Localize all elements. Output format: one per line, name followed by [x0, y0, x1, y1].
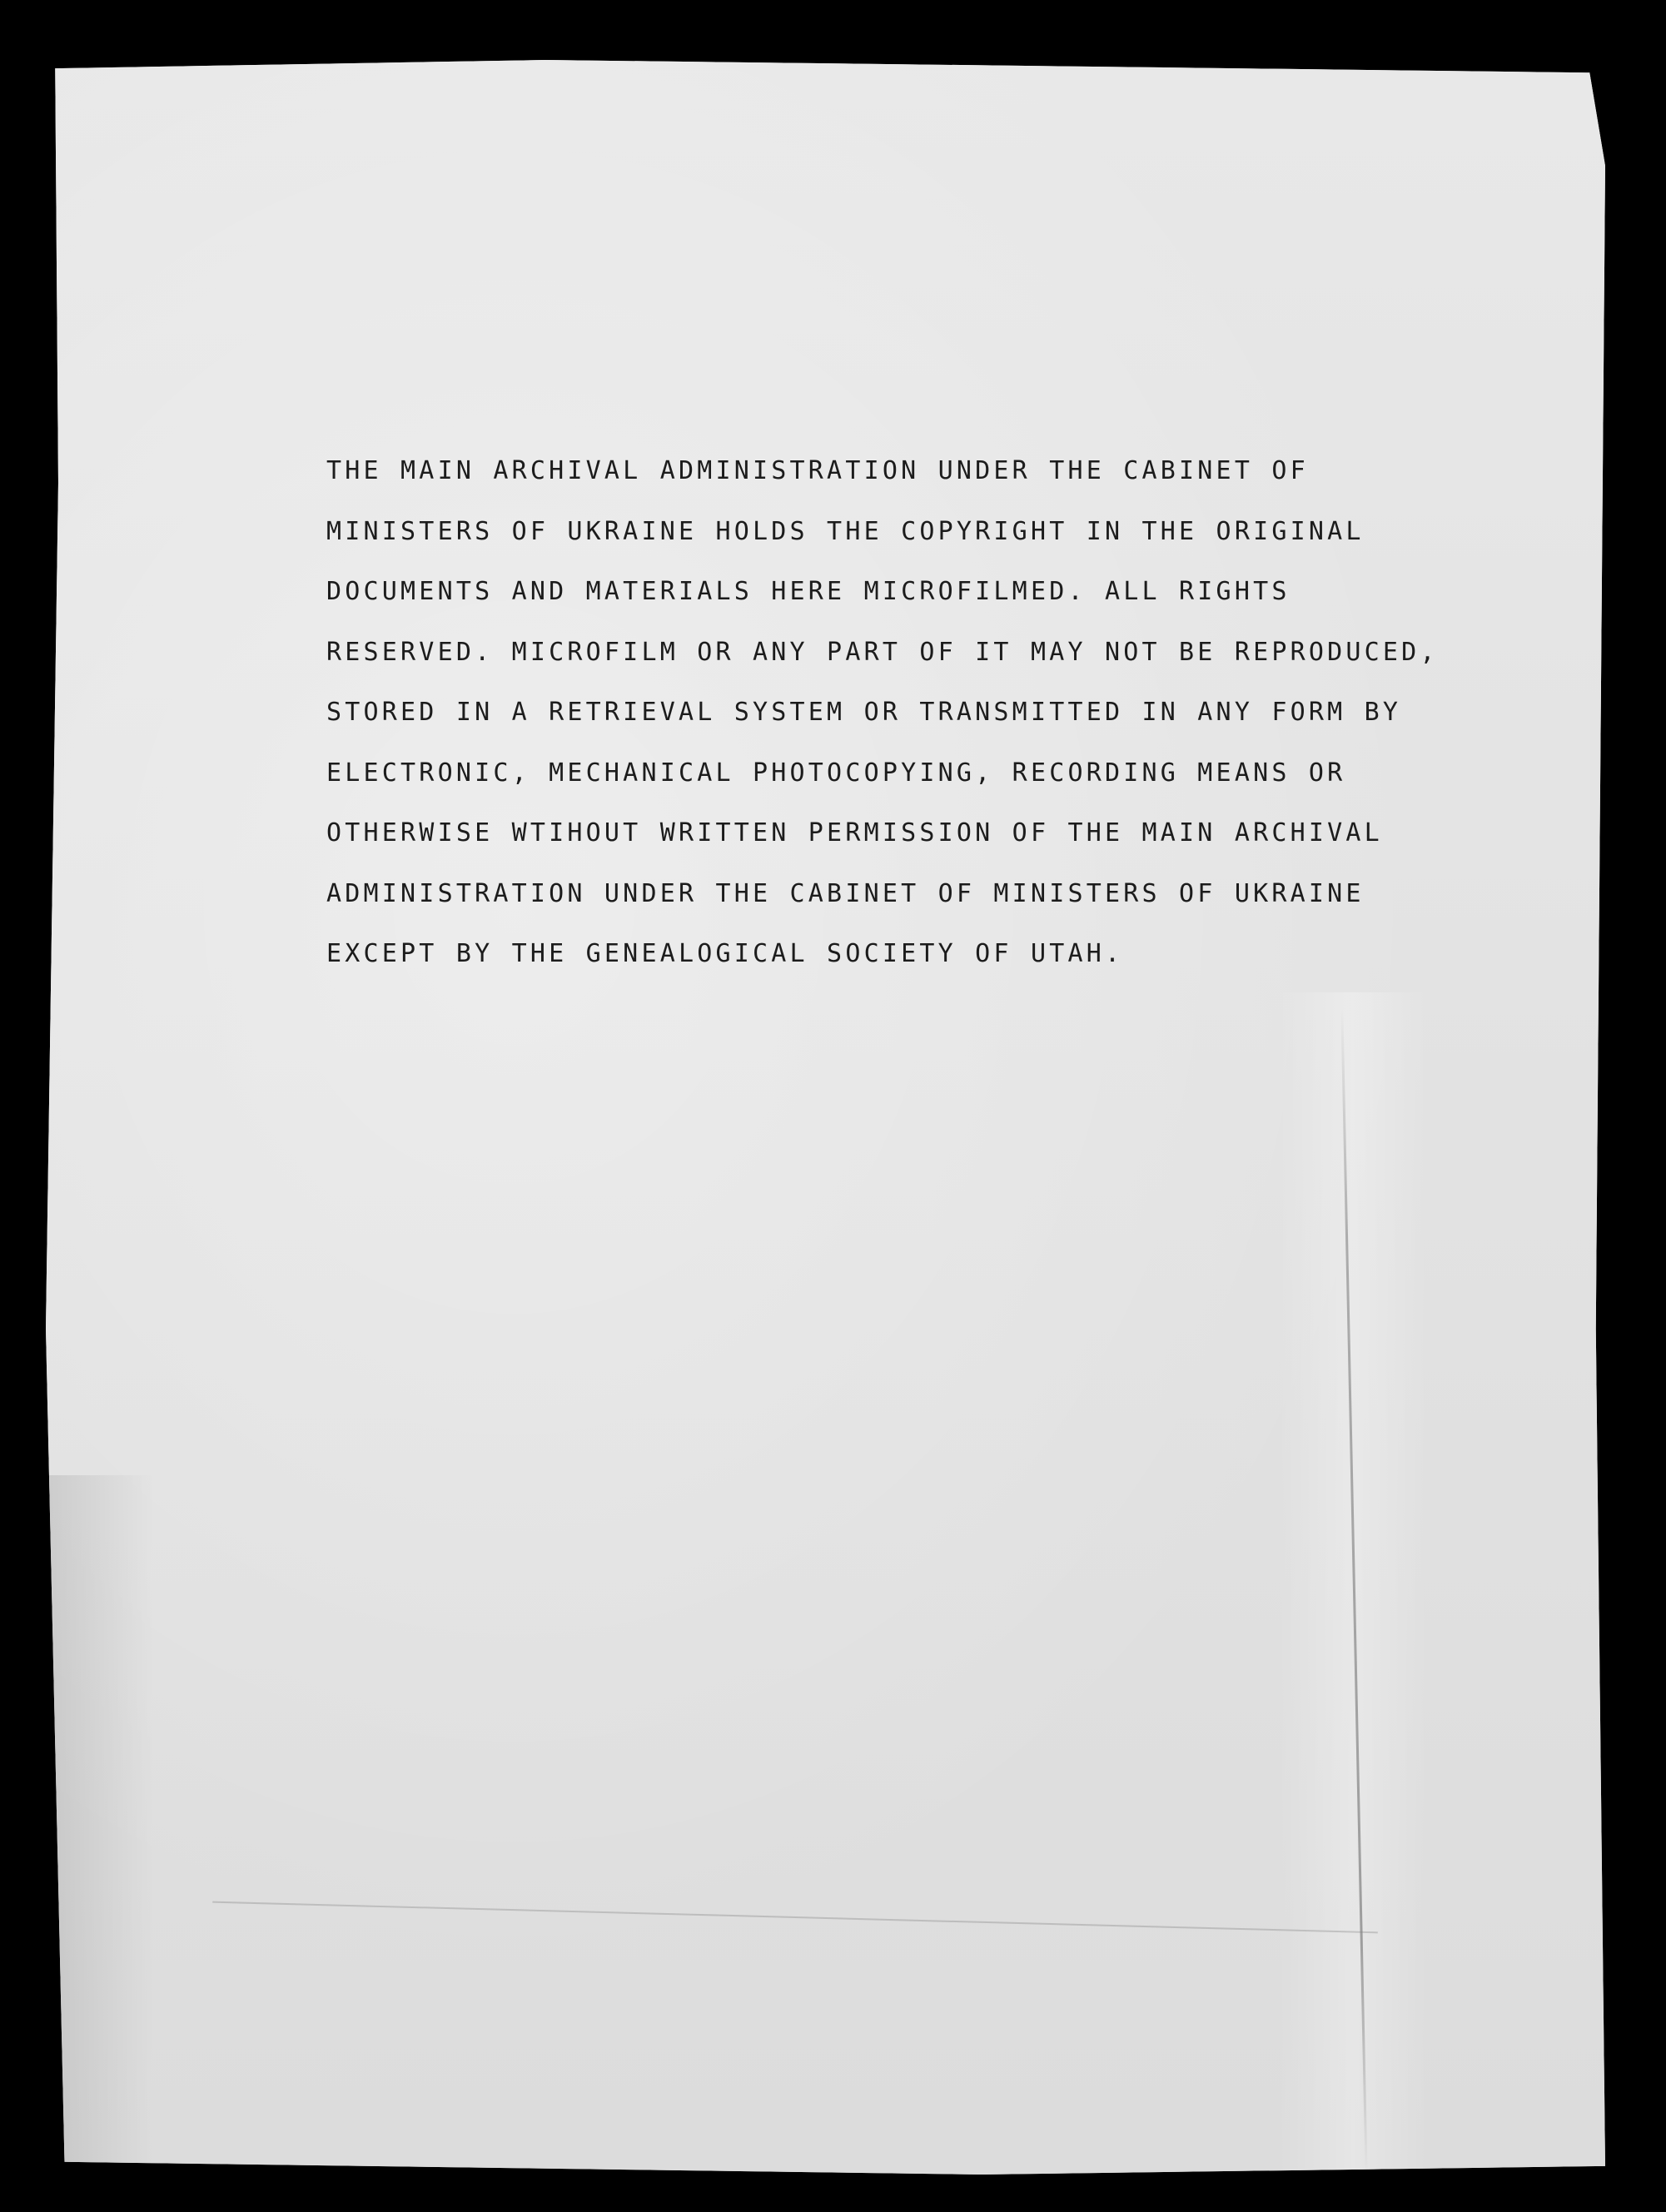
copyright-notice — [326, 441, 1492, 985]
paper-edge-shadow — [46, 1475, 154, 2175]
notice-line-4: RESERVED. MICROFILM OR ANY PART OF IT MAY NOT BE REPRODUCED, — [326, 637, 1439, 667]
notice-line-1: THE MAIN ARCHIVAL ADMINISTRATION UNDER THE CABINET OF — [326, 456, 1309, 485]
notice-line-9: EXCEPT BY THE GENEALOGICAL SOCIETY OF UTAH. — [326, 939, 1124, 968]
paper-crack — [212, 1901, 1378, 1934]
notice-line-6: ELECTRONIC, MECHANICAL PHOTOCOPYING, RECORDING MEANS OR — [326, 758, 1346, 788]
notice-line-8: ADMINISTRATION UNDER THE CABINET OF MINISTERS OF UKRAINE — [326, 878, 1365, 908]
notice-line-2: MINISTERS OF UKRAINE HOLDS THE COPYRIGHT IN THE ORIGINAL — [326, 516, 1365, 546]
notice-line-5: STORED IN A RETRIEVAL SYSTEM OR TRANSMITTED IN ANY FORM BY — [326, 698, 1402, 727]
notice-line-7: OTHERWISE WTIHOUT WRITTEN PERMISSION OF THE MAIN ARCHIVAL — [326, 818, 1383, 848]
document-page — [46, 60, 1605, 2175]
notice-line-3: DOCUMENTS AND MATERIALS HERE MICROFILMED. ALL RIGHTS — [326, 577, 1291, 606]
